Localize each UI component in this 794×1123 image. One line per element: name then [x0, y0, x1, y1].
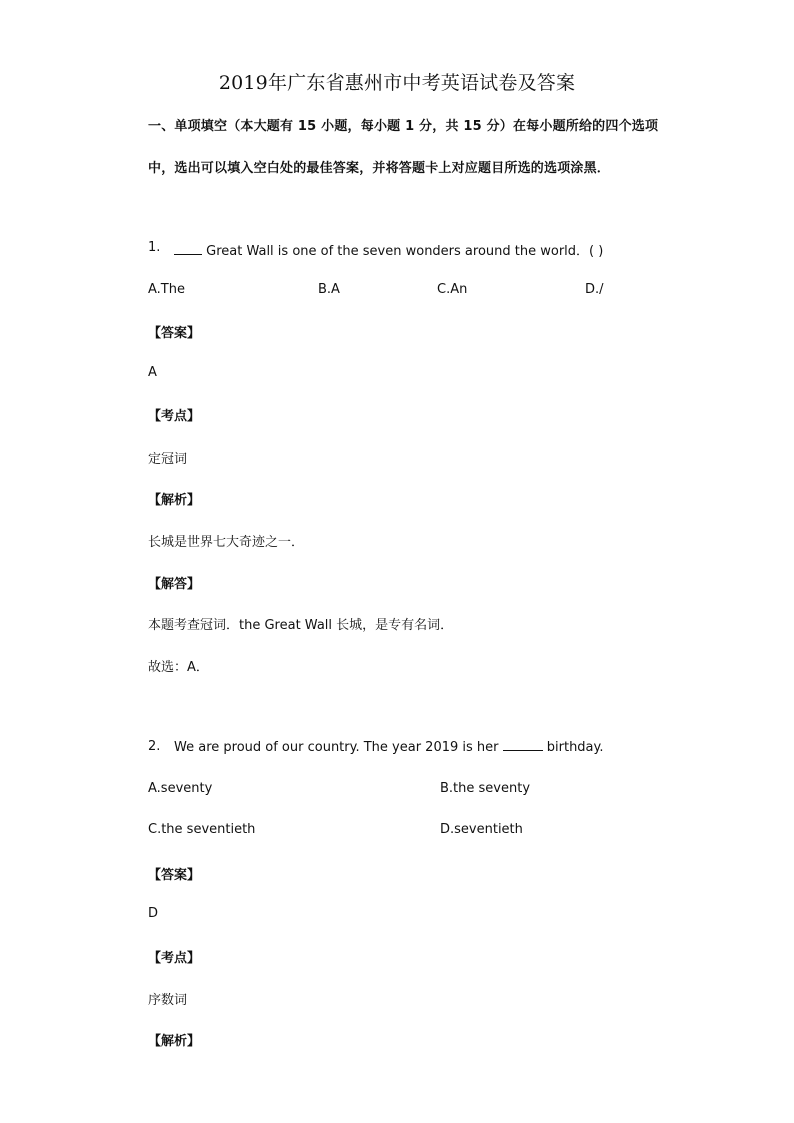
page-title: 2019年广东省惠州市中考英语试卷及答案	[218, 72, 576, 94]
question-1-point: 定冠词	[148, 452, 188, 467]
question-1-blank	[174, 243, 202, 255]
question-1-option-d: D./	[585, 282, 604, 297]
question-1-answer: A	[148, 365, 157, 380]
question-2-option-c: C.the seventieth	[148, 822, 256, 837]
question-1-option-a: A.The	[148, 282, 185, 297]
question-2-point-label: 【考点】	[148, 951, 201, 966]
question-1-option-c: C.An	[437, 282, 468, 297]
question-2-text-after: birthday.	[542, 740, 604, 755]
question-1-text-after: Great Wall is one of the seven wonders around the world．( )	[202, 244, 604, 259]
question-2-answer: D	[148, 906, 159, 921]
section-instruction-line-1: 一、单项填空（本大题有 15 小题，每小题 1 分，共 15 分）在每小题所给的四个选项	[148, 119, 659, 134]
question-2-number: 2.	[148, 739, 161, 754]
question-1-point-label: 【考点】	[148, 409, 201, 424]
question-1-option-b: B.A	[318, 282, 340, 297]
question-1-choice: 故选：A．	[148, 660, 209, 675]
question-1-answer-label: 【答案】	[148, 326, 201, 341]
question-2-answer-label: 【答案】	[148, 868, 201, 883]
section-instruction-line-2: 中，选出可以填入空白处的最佳答案，并将答题卡上对应题目所选的选项涂黑．	[148, 161, 611, 176]
question-1-number: 1.	[148, 240, 161, 255]
question-2-text-before: We are proud of our country. The year 2019 is her	[174, 740, 503, 755]
question-2-analysis-label: 【解析】	[148, 1034, 201, 1049]
question-1-analysis: 长城是世界七大奇迹之一．	[148, 535, 305, 550]
question-1-analysis-label: 【解析】	[148, 493, 201, 508]
question-1-text	[174, 240, 603, 259]
question-2-option-b: B.the seventy	[440, 781, 531, 796]
question-2-text	[174, 739, 604, 755]
question-2-option-d: D.seventieth	[440, 822, 523, 837]
question-2-option-a: A.seventy	[148, 781, 213, 796]
question-2-point: 序数词	[148, 993, 188, 1008]
question-1-solution-label: 【解答】	[148, 577, 201, 592]
question-1-solution: 本题考查冠词．the Great Wall 长城，是专有名词．	[148, 618, 454, 633]
question-2-blank	[503, 739, 543, 751]
